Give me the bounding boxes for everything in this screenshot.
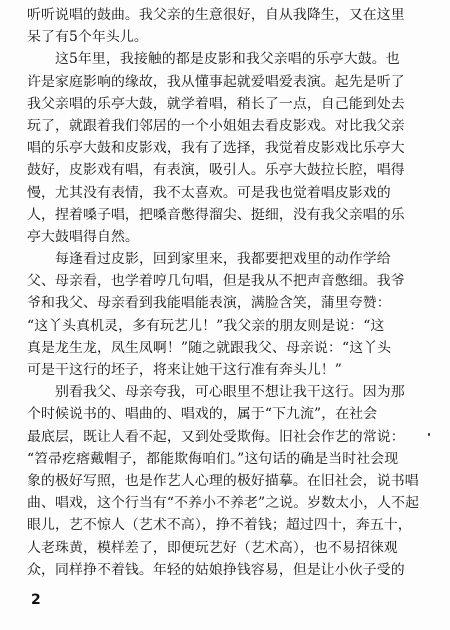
text-line: 最底层，既让人看不起，又到处受欺侮。旧社会作艺的常说： xyxy=(27,428,405,445)
text-line: 听听说唱的鼓曲。我父亲的生意很好，自从我降生，又在这里 xyxy=(27,7,405,23)
text-line: 这5年里，我接触的都是皮影和我父亲唱的乐亭大鼓。也 xyxy=(55,51,400,68)
text-line: 鼓好，皮影戏有唱，有表演，吸引人。乐亭大鼓拉长腔，唱得 xyxy=(27,162,405,179)
text-line: 呆了有5个年头儿。 xyxy=(27,29,148,46)
text-line: 慢，尤其没有表情，我不太喜欢。可是我也觉着唱皮影戏的 xyxy=(27,184,391,201)
text-line: “笤帚疙瘩戴帽子，都能欺侮咱们。”这句话的确是当时社会现 xyxy=(27,450,399,467)
text-line: 唱的乐亭大鼓和皮影戏，我有了选择，我觉着皮影戏比乐亭大 xyxy=(27,140,405,157)
text-line: 别看我父、母亲夸我，可心眼里不想让我干这行。因为那 xyxy=(55,384,405,401)
text-line: 玩了，就跟着我们邻居的一个小姐姐去看皮影戏。对比我父亲 xyxy=(27,117,405,134)
text-line: “这丫头真机灵，多有玩艺儿！”我父亲的朋友则是说：“这 xyxy=(27,317,385,334)
text-line: 父、母亲看，也学着哼几句唱，但是我从不把声音憋细。我爷 xyxy=(27,273,405,290)
text-line: 我父亲唱的乐亭大鼓，就学着唱，稍长了一点，自己能到处去 xyxy=(27,95,405,112)
text-line: 个时候说书的、唱曲的、唱戏的，属于“下九流”，在社会 xyxy=(27,406,378,423)
text-line: 可是干这行的坯子，将来让她干这行准有奔头儿！” xyxy=(27,362,342,378)
text-line: 众，同样挣不着钱。年轻的姑娘挣钱容易，但是让小伙子受的 xyxy=(27,561,405,578)
text-line: 眼儿，艺不惊人（艺术不高），挣不着钱；超过四十，奔五十， xyxy=(27,517,412,534)
text-line: 每逢看过皮影，回到家里来，我都要把戏里的动作学给 xyxy=(55,251,391,268)
text-line: 爷和我父、母亲看到我能唱能表演，满脸含笑，蒲里夸赞： xyxy=(27,295,391,312)
text-line: 象的极好写照，也是作艺人心理的极好描摹。在旧社会，说书唱 xyxy=(27,472,419,489)
text-line: 许是家庭影响的缘故，我从懂事起就爱唱爱表演。起先是听了 xyxy=(27,73,405,90)
text-line: 真是龙生龙，凤生凤啊！”随之就跟我父、母亲说：“这丫头 xyxy=(27,339,392,356)
body-text xyxy=(27,4,431,581)
text-line: 人老珠黄，模样差了，即便玩艺好（艺术高），也不易招徕观 xyxy=(27,539,398,556)
text-line: 曲、唱戏，这个行当有“不养小不养老”之说。岁数太小，人不起 xyxy=(27,495,420,512)
text-line: 人，捏着嗓子唱，把嗓音憋得溜尖、挺细，没有我父亲唱的乐 xyxy=(27,206,405,223)
text-line: 亭大鼓唱得自然。 xyxy=(27,228,139,245)
scan-speck xyxy=(428,433,430,436)
page-number: 2 xyxy=(31,592,41,608)
